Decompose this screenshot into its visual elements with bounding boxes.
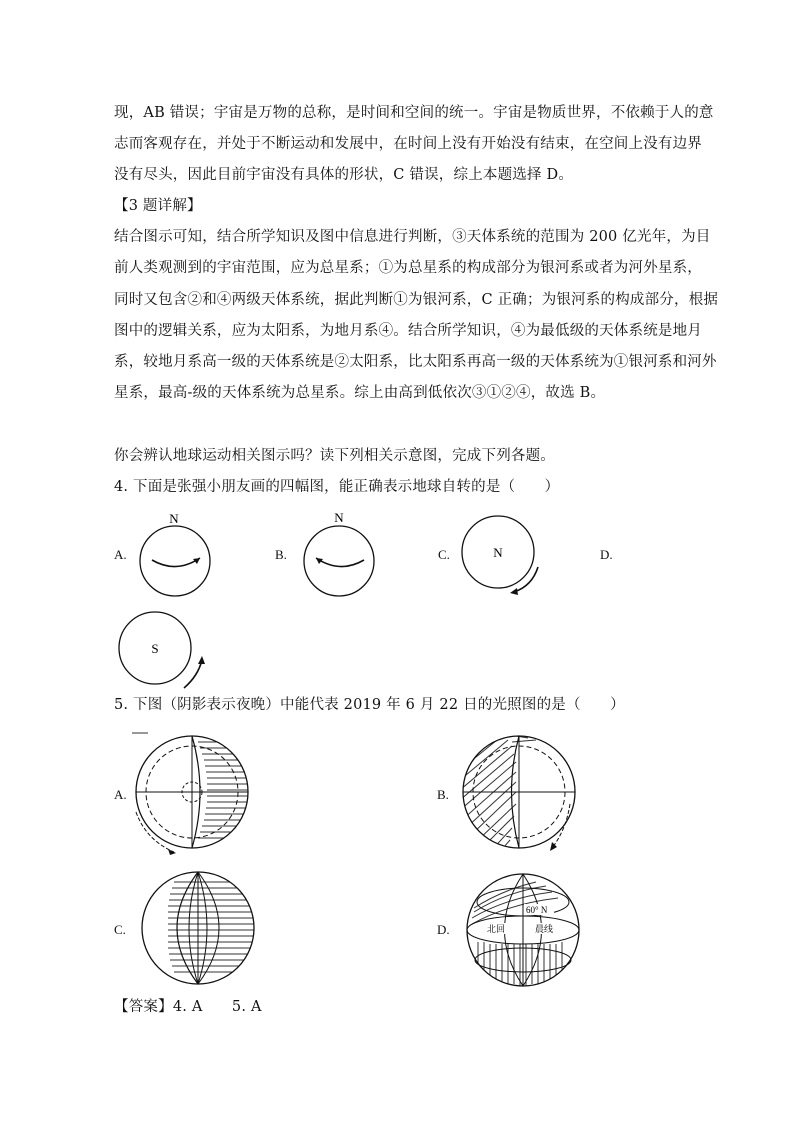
- question-5: 5. 下图（阴影表示夜晚）中能代表 2019 年 6 月 22 日的光照图的是（ ）: [114, 697, 625, 713]
- q4-a-pole-label: N: [169, 511, 179, 526]
- para1-line-1: 现，AB 错误；宇宙是万物的总称，是时间和空间的统一。宇宙是物质世界，不依赖于人的意: [114, 105, 714, 121]
- q5-option-b-label: B.: [437, 787, 449, 802]
- q5-figure-b: [456, 730, 616, 860]
- q4-d-pole-label: S: [151, 641, 159, 656]
- q5-d-right-label: 晨线: [535, 924, 554, 934]
- q4-option-a-label: A.: [114, 547, 127, 562]
- q5-option-c-label: C.: [114, 922, 126, 937]
- q5-option-a-label: A.: [114, 787, 127, 802]
- q5-figure-d: [466, 872, 626, 1002]
- para1-line-2: 志而客观存在，并处于不断运动和发展中，在时间上没有开始没有结束，在空间上没有边界: [114, 136, 702, 152]
- answer-line: [114, 997, 262, 1017]
- q5-d-left-label: 北回: [487, 924, 506, 934]
- para2-line-1: 结合图示可知，结合所学知识及图中信息进行判断，③天体系统的范围为 200 亿光年，为目: [114, 229, 711, 245]
- q3-heading: 【3 题详解】: [114, 198, 202, 214]
- para1-line-3: 没有尽头，因此目前宇宙没有具体的形状，C 错误，综上本题选择 D。: [114, 167, 574, 183]
- para2-line-6: 星系，最高-级的天体系统为总星系。综上由高到低依次③①②④，故选 B。: [114, 385, 606, 401]
- para2-line-4: 图中的逻辑关系，应为太阳系，为地月系④。结合所学知识，④为最低级的天体系统是地月: [114, 323, 702, 339]
- q4-a-arrow: [152, 558, 200, 567]
- q5-figure-a: [128, 728, 288, 858]
- para2-line-3: 同时又包含②和④两级天体系统，据此判断①为银河系，C 正确；为银河系的构成部分，根据: [114, 292, 719, 308]
- q4-c-pole-label: N: [493, 545, 503, 560]
- q4-b-pole-label: N: [334, 510, 344, 525]
- q4-option-c-label: C.: [438, 547, 450, 562]
- q4-figure-c: [458, 512, 568, 612]
- para2-line-2: 前人类观测到的宇宙范围，应为总星系；①为总星系的构成部分为银河系或者为河外星系，: [114, 260, 702, 276]
- para2-line-5: 系，较地月系高一级的天体系统是②太阳系，比太阳系再高一级的天体系统为①银河系和河外: [114, 354, 717, 370]
- q5-figure-c: [138, 868, 298, 998]
- q4-c-arrow: [514, 567, 538, 592]
- answer-text: 4. A 5. A: [172, 999, 262, 1015]
- question-4: 4. 下面是张强小朋友画的四幅图，能正确表示地球自转的是（ ）: [114, 479, 560, 495]
- q5-d-latitude-label: 60° N: [526, 905, 548, 915]
- q5-option-d-label: D.: [437, 922, 450, 937]
- q4-figure-b: [298, 508, 388, 598]
- answer-label: 【答案】: [114, 999, 173, 1015]
- q4-option-d-label: D.: [600, 547, 613, 562]
- q4-figure-a: [134, 508, 224, 598]
- intro-text: 你会辨认地球运动相关图示吗？读下列相关示意图，完成下列各题。: [114, 448, 555, 464]
- q4-a-globe: [140, 526, 210, 596]
- q4-figure-d: [116, 608, 226, 708]
- q4-b-arrow: [316, 558, 364, 567]
- q4-option-b-label: B.: [275, 547, 287, 562]
